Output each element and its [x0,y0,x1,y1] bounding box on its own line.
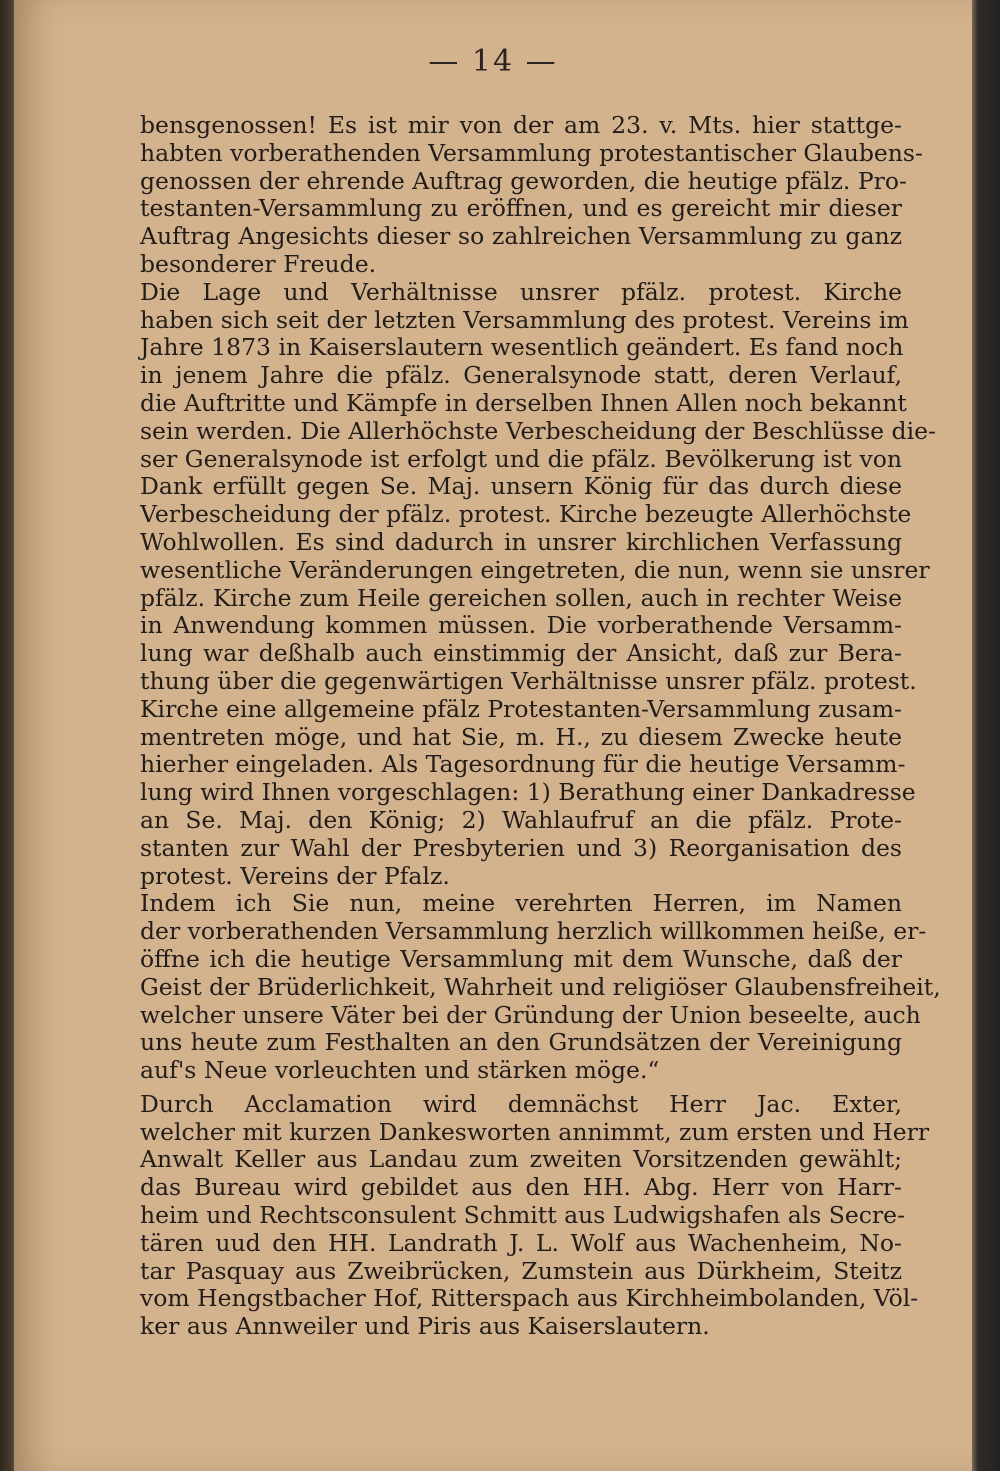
text-line: ker aus Annweiler und Piris aus Kaiserslautern. [140,1312,710,1341]
text-line: welcher unsere Väter bei der Gründung der Union beseelte, auch [140,1000,921,1029]
text-line: protest. Vereins der Pfalz. [140,861,450,890]
text-line: heim und Rechtsconsulent Schmitt aus Ludwigshafen als Secre- [140,1201,906,1230]
text-line: bensgenossen! Es ist mir von der am 23. v. Mts. hier stattge- [140,111,902,139]
text-line: Wohlwollen. Es sind dadurch in unsrer kirchlichen Verfassung [140,527,902,556]
paragraph [140,111,923,279]
text-line: pfälz. Kirche zum Heile gereichen sollen, auch in rechter Weise [140,583,902,612]
body-text [140,111,941,1341]
text-line: lung wird Ihnen vorgeschlagen: 1) Berathung einer Dankadresse [140,778,916,807]
text-line: uns heute zum Festhalten an den Grundsätzen der Vereinigung [140,1028,902,1057]
text-line: lung war deßhalb auch einstimmig der Ansicht, daß zur Bera- [140,639,902,668]
book-spine [972,0,1000,1471]
text-line: wesentliche Veränderungen eingetreten, die nun, wenn sie unsrer [140,555,930,584]
text-line: Dank erfüllt gegen Se. Maj. unsern König für das durch diese [140,472,902,501]
text-line: Kirche eine allgemeine pfälz Protestanten-Versammlung zusam- [140,694,902,723]
text-line: tären uud den HH. Landrath J. L. Wolf aus Wachenheim, No- [140,1228,902,1257]
text-line: welcher mit kurzen Dankesworten annimmt, zum ersten und Herr [140,1117,930,1146]
text-line: besonderer Freude. [140,249,377,278]
text-line: in jenem Jahre die pfälz. Generalsynode statt, deren Verlauf, [140,361,902,390]
text-line: sein werden. Die Allerhöchste Verbescheidung der Beschlüsse die- [140,416,936,445]
text-line: thung über die gegenwärtigen Verhältnisse unsrer pfälz. protest. [140,666,917,695]
text-line: Geist der Brüderlichkeit, Wahrheit und religiöser Glaubensfreiheit, [140,972,941,1001]
text-line: Die Lage und Verhältnisse unsrer pfälz. protest. Kirche [140,277,902,306]
text-line: in Anwendung kommen müssen. Die vorberathende Versamm- [140,611,902,640]
paper-sheet [14,0,972,1471]
text-line: Durch Acclamation wird demnächst Herr Jac. Exter, [140,1089,902,1118]
text-line: tar Pasquay aus Zweibrücken, Zumstein aus Dürkheim, Steitz [140,1256,902,1285]
text-line: Jahre 1873 in Kaiserslautern wesentlich geändert. Es fand noch [140,333,904,362]
text-line: Anwalt Keller aus Landau zum zweiten Vorsitzenden gewählt; [140,1145,902,1174]
text-line: stanten zur Wahl der Presbyterien und 3) Reorganisation des [140,833,902,862]
text-line: vom Hengstbacher Hof, Ritterspach aus Kirchheimbolanden, Völ- [140,1284,919,1313]
paragraph [140,1089,930,1341]
paragraph [140,277,936,891]
text-line: Verbescheidung der pfälz. protest. Kirche bezeugte Allerhöchste [140,500,912,529]
paragraph [140,889,941,1085]
page-number: — 14 — [428,44,558,79]
text-line: auf's Neue vorleuchten und stärken möge.“ [140,1056,660,1085]
text-line: Indem ich Sie nun, meine verehrten Herren, im Namen [140,889,902,918]
text-line: mentreten möge, und hat Sie, m. H., zu diesem Zwecke heute [140,722,902,751]
text-line: ser Generalsynode ist erfolgt und die pfälz. Bevölkerung ist von [140,444,902,473]
text-line: testanten-Versammlung zu eröffnen, und es gereicht mir dieser [140,194,902,223]
text-line: das Bureau wird gebildet aus den HH. Abg. Herr von Harr- [140,1173,902,1202]
text-line: genossen der ehrende Auftrag geworden, die heutige pfälz. Pro- [140,166,907,195]
text-line: öffne ich die heutige Versammlung mit dem Wunsche, daß der [140,944,902,973]
text-line: Auftrag Angesichts dieser so zahlreichen Versammlung zu ganz [140,222,902,251]
text-line: haben sich seit der letzten Versammlung des protest. Vereins im [140,305,909,334]
text-line: hierher eingeladen. Als Tagesordnung für die heutige Versamm- [140,750,906,779]
text-line: habten vorberathenden Versammlung protestantischer Glaubens- [140,138,923,167]
text-line: die Auftritte und Kämpfe in derselben Ihnen Allen noch bekannt [140,388,907,417]
text-line: der vorberathenden Versammlung herzlich willkommen heiße, er- [140,917,927,946]
text-line: an Se. Maj. den König; 2) Wahlaufruf an die pfälz. Prote- [140,805,902,834]
